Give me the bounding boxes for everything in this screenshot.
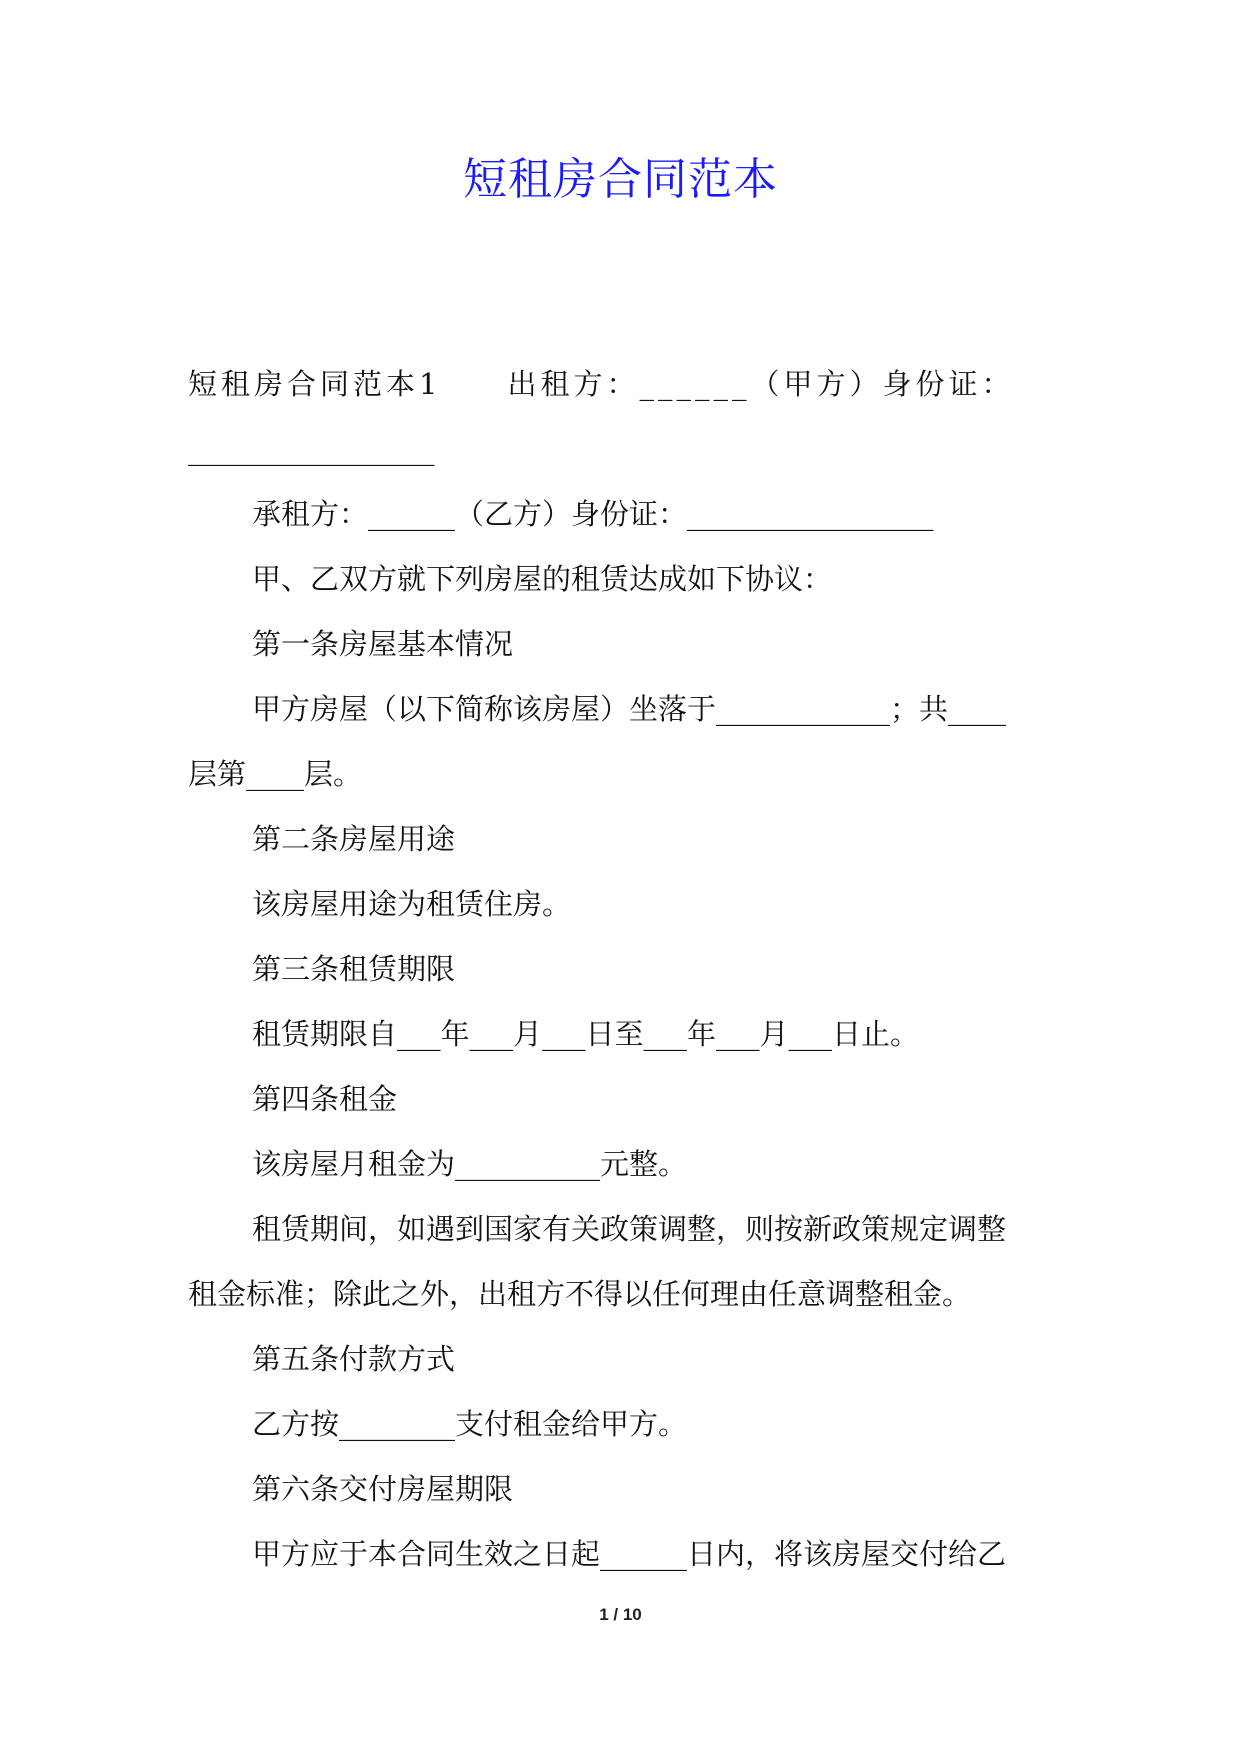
clause-3-heading: 第三条租赁期限 [252, 952, 456, 986]
document-title: 短租房合同范本 [463, 154, 778, 205]
clause-1-heading: 第一条房屋基本情况 [252, 627, 514, 661]
page-number: 1 / 10 [599, 1605, 642, 1624]
text-line-2: _________________ [188, 432, 435, 466]
text-line-9: 该房屋用途为租赁住房。 [252, 887, 572, 921]
text-line-3: 承租方：______（乙方）身份证：_________________ [252, 497, 934, 531]
contract-sample-heading: 短租房合同范本1 [188, 367, 442, 401]
lessor-line: 出租方：______（甲方）身份证： [507, 367, 1015, 401]
text-line-11: 租赁期限自___年___月___日至___年___月___日止。 [252, 1017, 920, 1051]
clause-5-heading: 第五条付款方式 [252, 1342, 456, 1376]
text-line-19: 甲方应于本合同生效之日起______日内，将该房屋交付给乙 [252, 1537, 1007, 1571]
text-line-13: 该房屋月租金为__________元整。 [252, 1147, 688, 1181]
text-line-1 [188, 352, 1054, 417]
text-line-4: 甲、乙双方就下列房屋的租赁达成如下协议： [252, 562, 833, 596]
document-body [188, 352, 1054, 1587]
text-line-14: 租赁期间，如遇到国家有关政策调整，则按新政策规定调整 [252, 1212, 1007, 1246]
clause-6-heading: 第六条交付房屋期限 [252, 1472, 514, 1506]
clause-2-heading: 第二条房屋用途 [252, 822, 456, 856]
text-line-6: 甲方房屋（以下简称该房屋）坐落于____________；共____ [252, 692, 1007, 726]
text-line-7: 层第____层。 [188, 757, 363, 791]
text-line-15: 租金标准；除此之外，出租方不得以任何理由任意调整租金。 [188, 1277, 972, 1311]
text-line-17: 乙方按________支付租金给甲方。 [252, 1407, 688, 1441]
clause-4-heading: 第四条租金 [252, 1082, 398, 1116]
